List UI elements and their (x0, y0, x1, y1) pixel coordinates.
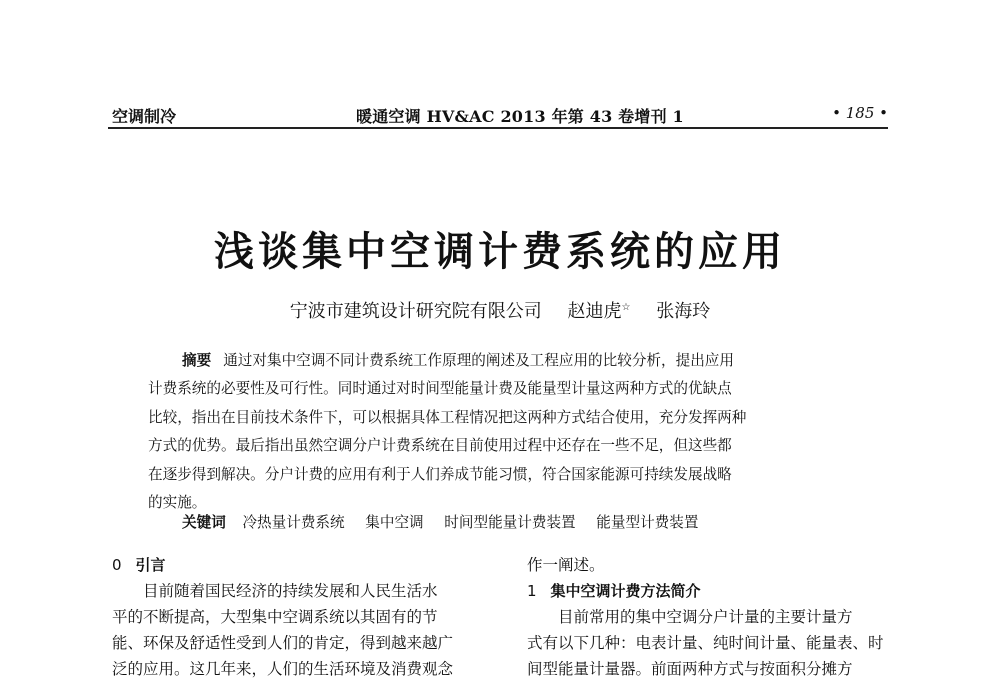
author-2: 张海玲 (656, 301, 711, 322)
section-heading-methods (527, 578, 902, 604)
section-number: 0 (112, 556, 122, 574)
body-paragraph (112, 578, 487, 682)
section-title: 引言 (135, 556, 166, 574)
keyword: 集中空调 (365, 514, 424, 531)
author-line (0, 297, 1000, 323)
body-line: 泛的应用。这几年来，人们的生活环境及消费观念 (112, 660, 454, 678)
keywords-label: 关键词 (182, 514, 226, 531)
body-line: 平的不断提高，大型集中空调系统以其固有的节 (112, 608, 438, 626)
keyword: 时间型能量计费装置 (444, 514, 576, 531)
section-heading-intro (112, 552, 487, 578)
keyword: 能量型计费装置 (596, 514, 699, 531)
section-title: 集中空调计费方法简介 (550, 582, 701, 600)
keyword: 冷热量计费系统 (242, 514, 345, 531)
body-line: 间型能量计量器。前面两种方式与按面积分摊方 (527, 660, 853, 678)
author-mark: ☆ (621, 302, 631, 313)
abstract-line: 比较，指出在目前技术条件下，可以根据具体工程情况把这两种方式结合使用，充分发挥两种 (148, 408, 747, 426)
body-paragraph (527, 604, 902, 682)
paper-title: 浅谈集中空调计费系统的应用 (214, 229, 786, 275)
abstract-line: 的实施。 (148, 494, 207, 512)
running-header (108, 104, 888, 128)
keywords (182, 511, 714, 532)
right-column (527, 552, 902, 682)
author-name (568, 301, 631, 322)
continuation-line: 作一阐述。 (527, 556, 605, 574)
abstract-line: 计费系统的必要性及可行性。同时通过对时间型能量计费及能量型计量这两种方式的优缺点 (148, 380, 732, 398)
abstract-line: 方式的优势。最后指出虽然空调分户计费系统在目前使用过程中还存在一些不足，但这些都 (148, 437, 732, 455)
header-section: 空调制冷 (112, 107, 177, 126)
left-column (112, 552, 487, 682)
abstract-label: 摘要 (182, 352, 212, 369)
abstract-line: 摘要 通过对集中空调不同计费系统工作原理的阐述及工程应用的比较分析，提出应用 (182, 352, 734, 369)
header-rule (108, 127, 888, 129)
header-journal: 暖通空调 HV&AC 2013 年第 43 卷增刊 1 (356, 107, 684, 126)
section-number: 1 (527, 582, 537, 600)
body-line: 目前常用的集中空调分户计量的主要计量方 (558, 608, 853, 626)
abstract-line: 在逐步得到解决。分户计费的应用有利于人们养成节能习惯，符合国家能源可持续发展战略 (148, 465, 732, 483)
body-line: 式有以下几种：电表计量、纯时间计量、能量表、时 (527, 634, 884, 652)
abstract (148, 347, 870, 517)
body-line: 目前随着国民经济的持续发展和人民生活水 (143, 582, 438, 600)
author-1: 赵迪虎 (567, 301, 622, 322)
body-line: 能、环保及舒适性受到人们的肯定，得到越来越广 (112, 634, 454, 652)
affiliation: 宁波市建筑设计研究院有限公司 (289, 301, 542, 322)
header-page-number: • 185 • (832, 104, 888, 122)
